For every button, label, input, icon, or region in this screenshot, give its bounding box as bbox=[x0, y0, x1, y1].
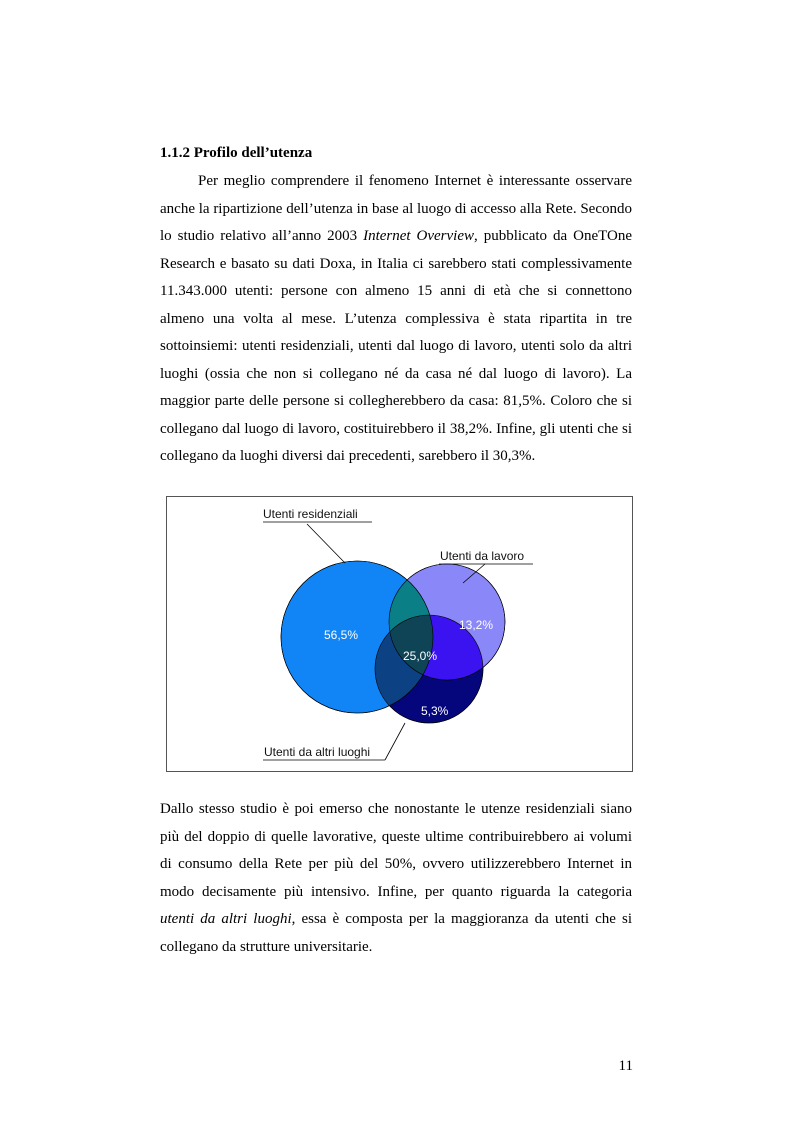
page-number: 11 bbox=[618, 1058, 633, 1074]
label-other: Utenti da altri luoghi bbox=[264, 745, 371, 759]
study-name: Internet Overview bbox=[363, 228, 475, 244]
paragraph-conclusion bbox=[160, 796, 632, 961]
paragraph-intro-part2: , pubblicato da OneTOne Research e basato su dati Doxa, in Italia ci sarebbero stati complessivamente 11.343.000 utenti: persone con almeno 15 anni di età che si connettono almeno una volta al mese. L’utenza complessiva è stata ripartita in tre sottoinsiemi: utenti residenziali, utenti dal luogo di lavoro, utenti solo da altri luoghi (ossia che non si collegano né da casa né dal luogo di lavoro). La maggior parte delle persone si collegherebbero da casa: 81,5%. Coloro che si collegano dal luogo di lavoro, costituirebbero il 38,2%. Infine, gli utenti che si collegano da luoghi diversi dai precedenti, sarebbero il 30,3%. bbox=[160, 228, 632, 464]
value-other-only: 5,3% bbox=[421, 704, 449, 718]
label-work: Utenti da lavoro bbox=[440, 549, 525, 563]
paragraph-intro bbox=[160, 168, 632, 471]
section-heading: 1.1.2 Profilo dell’utenza bbox=[160, 145, 313, 161]
paragraph-conclusion-part1: Dallo stesso studio è poi emerso che nonostante le utenze residenziali siano più del doppio di quelle lavorative, queste ultime contribuirebbero ai volumi di consumo della Rete per più del 50%, ovvero utilizzerebbero Internet in modo decisamente più intensivo. Infine, per quanto riguarda la categoria bbox=[160, 801, 632, 900]
paragraph-conclusion-part2: , essa è composta per la maggioranza da utenti che si collegano da strutture universitarie. bbox=[160, 911, 632, 955]
paragraph-intro-part1: Per meglio comprendere il fenomeno Internet è interessante osservare anche la ripartizione dell’utenza in base al luogo di accesso alla Rete. Secondo lo studio relativo all’anno 2003 bbox=[160, 173, 632, 244]
value-work-only: 13,2% bbox=[459, 618, 494, 632]
venn-diagram-figure bbox=[166, 496, 633, 772]
category-name: utenti da altri luoghi bbox=[160, 911, 292, 927]
value-residential-only: 56,5% bbox=[324, 628, 359, 642]
value-all-overlap: 25,0% bbox=[403, 649, 438, 663]
label-residential: Utenti residenziali bbox=[263, 507, 358, 521]
venn-diagram bbox=[167, 497, 634, 773]
